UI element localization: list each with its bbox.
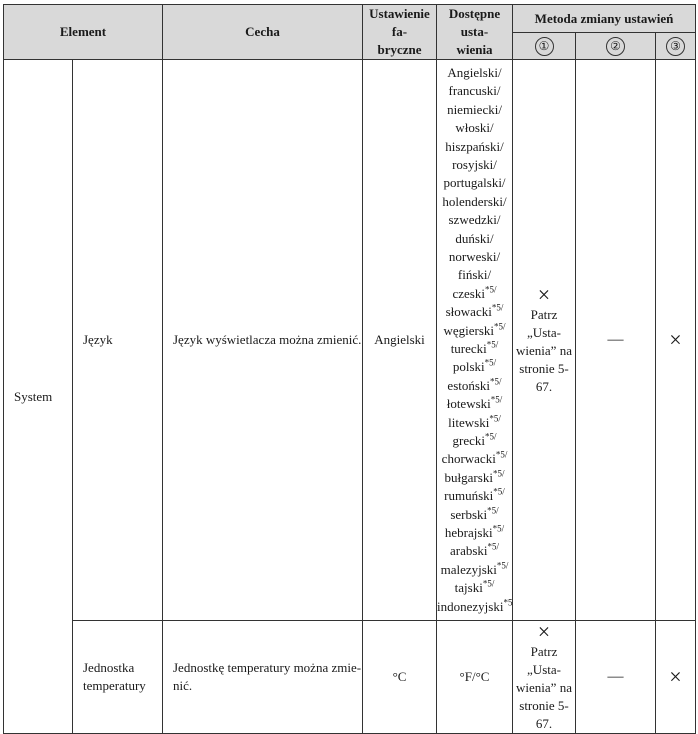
method-ref-line1: Patrz „Usta-: [527, 644, 561, 677]
footnote-marker: *5: [503, 597, 513, 608]
language-name: niemiecki/: [447, 101, 502, 117]
language-name: portugalski/: [443, 175, 506, 191]
footnote-marker: *5/: [491, 302, 504, 313]
language-name: hiszpański/: [445, 138, 504, 154]
language-name: fiński/: [457, 267, 492, 283]
language-name: litewski: [448, 414, 490, 430]
footnote-marker: *5/: [492, 523, 505, 534]
language-name: szwedzki/: [448, 212, 501, 228]
feature-cell: Język wyświetlacza można zmienić.: [163, 60, 363, 621]
language-name: arabski: [449, 543, 488, 559]
language-name: czeski: [452, 285, 485, 301]
method-3-cell: [656, 60, 696, 621]
method-1-cell: [513, 60, 576, 621]
group-cell: System: [4, 60, 73, 734]
element-line1: Jednostka: [83, 660, 135, 675]
footnote-marker: *5/: [489, 413, 501, 424]
language-name: tajski: [454, 580, 483, 596]
options-cell: °F/°C: [437, 621, 513, 734]
method-ref-line2: wienia” na: [516, 343, 572, 358]
header-row-1: [4, 5, 696, 33]
language-option: [437, 156, 512, 174]
language-name: rumuński: [444, 488, 494, 504]
footnote-marker: *5/: [484, 431, 497, 442]
language-name: bułgarski: [444, 469, 493, 485]
method-3-cell: [656, 621, 696, 734]
method-2-cell: [576, 60, 656, 621]
language-option: [437, 432, 512, 450]
method-ref-line3: stronie 5-67.: [519, 361, 569, 394]
header-available: [437, 5, 513, 60]
footnote-marker: *5/: [484, 358, 497, 369]
language-name: indonezyjski: [437, 598, 504, 614]
table-row-language: [4, 60, 696, 621]
dash-icon: —: [607, 668, 624, 685]
language-name: włoski/: [455, 120, 494, 136]
language-option: [437, 414, 512, 432]
element-cell: [73, 621, 163, 734]
footnote-marker: *5/: [490, 376, 502, 387]
language-name: chorwacki: [441, 451, 496, 467]
footnote-marker: *5/: [487, 505, 499, 516]
footnote-marker: *5/: [494, 321, 506, 332]
language-option: [437, 303, 512, 321]
language-option: [437, 487, 512, 505]
circled-three: ③: [666, 37, 685, 56]
language-option: [437, 542, 512, 560]
element-cell: Język: [73, 60, 163, 621]
footnote-marker: *5/: [486, 339, 499, 350]
circled-one: ①: [535, 37, 554, 56]
language-name: polski: [452, 359, 485, 375]
language-name: słowacki: [445, 304, 492, 320]
language-option: [437, 285, 512, 303]
dash-icon: —: [607, 331, 624, 348]
language-name: duński/: [455, 230, 494, 246]
language-option: [437, 377, 512, 395]
element-line2: temperatury: [83, 678, 146, 693]
cross-icon: ×: [537, 282, 551, 307]
language-name: francuski/: [448, 83, 501, 99]
table-row-temperature: [4, 621, 696, 734]
language-name: holenderski/: [442, 193, 507, 209]
options-cell: [437, 60, 513, 621]
language-option: [437, 64, 512, 82]
feature-line2: nić.: [173, 678, 193, 693]
language-name: serbski: [450, 506, 488, 522]
method-2-cell: [576, 621, 656, 734]
factory-cell: °C: [363, 621, 437, 734]
settings-table: [3, 4, 696, 734]
language-name: węgierski: [443, 322, 495, 338]
footnote-marker: *5/: [496, 560, 509, 571]
footnote-marker: *5/: [490, 394, 503, 405]
header-method-2: [576, 33, 656, 60]
language-name: hebrajski: [444, 525, 493, 541]
language-option: [437, 340, 512, 358]
language-option: [437, 174, 512, 192]
language-name: grecki: [452, 433, 485, 449]
language-option: [437, 450, 512, 468]
circled-two: ②: [606, 37, 625, 56]
language-option: [437, 358, 512, 376]
footnote-marker: *5/: [493, 486, 505, 497]
language-option: [437, 230, 512, 248]
language-option: [437, 211, 512, 229]
footnote-marker: *5/: [484, 284, 497, 295]
language-option: [437, 101, 512, 119]
footnote-marker: *5/: [487, 542, 500, 553]
feature-line1: Jednostkę temperatury można zmie-: [173, 660, 362, 675]
header-factory: [363, 5, 437, 60]
cross-icon: ×: [669, 326, 682, 352]
language-option: [437, 561, 512, 579]
header-method-1: [513, 33, 576, 60]
language-name: Angielski/: [447, 64, 502, 80]
cross-icon: ×: [669, 663, 682, 689]
footnote-marker: *5/: [492, 468, 505, 479]
cross-icon: ×: [537, 619, 551, 644]
method-ref-line2: wienia” na: [516, 680, 572, 695]
language-name: rosyjski/: [452, 156, 497, 172]
header-element: Element: [4, 5, 163, 60]
factory-cell: Angielski: [363, 60, 437, 621]
header-available-line2: wienia: [456, 42, 493, 57]
header-factory-line2: bryczne: [377, 42, 422, 57]
language-name: malezyjski: [440, 561, 497, 577]
language-name: norweski/: [448, 248, 501, 264]
language-option: [437, 322, 512, 340]
footnote-marker: *5/: [495, 450, 508, 461]
language-option: [437, 469, 512, 487]
language-option: [437, 82, 512, 100]
header-factory-line1: Ustawienie fa-: [369, 6, 430, 39]
language-option: [437, 395, 512, 413]
method-ref-line1: Patrz „Usta-: [527, 307, 561, 340]
language-name: turecki: [450, 341, 487, 356]
language-option: [437, 193, 512, 211]
language-option: [437, 524, 512, 542]
language-list: [437, 64, 512, 616]
header-method: Metoda zmiany ustawień: [513, 5, 696, 33]
language-option: [437, 579, 512, 597]
method-1-cell: [513, 621, 576, 734]
language-option: [437, 506, 512, 524]
language-option: [437, 119, 512, 137]
language-option: [437, 266, 512, 284]
language-option: [437, 248, 512, 266]
feature-cell: [163, 621, 363, 734]
footnote-marker: *5/: [482, 578, 495, 589]
header-method-3: [656, 33, 696, 60]
header-feature: Cecha: [163, 5, 363, 60]
language-name: łotewski: [446, 396, 491, 412]
language-option: [437, 138, 512, 156]
method-ref-line3: stronie 5-67.: [519, 698, 569, 731]
language-option: [437, 598, 512, 616]
header-available-line1: Dostępne usta-: [448, 6, 501, 39]
language-name: estoński: [447, 377, 491, 393]
